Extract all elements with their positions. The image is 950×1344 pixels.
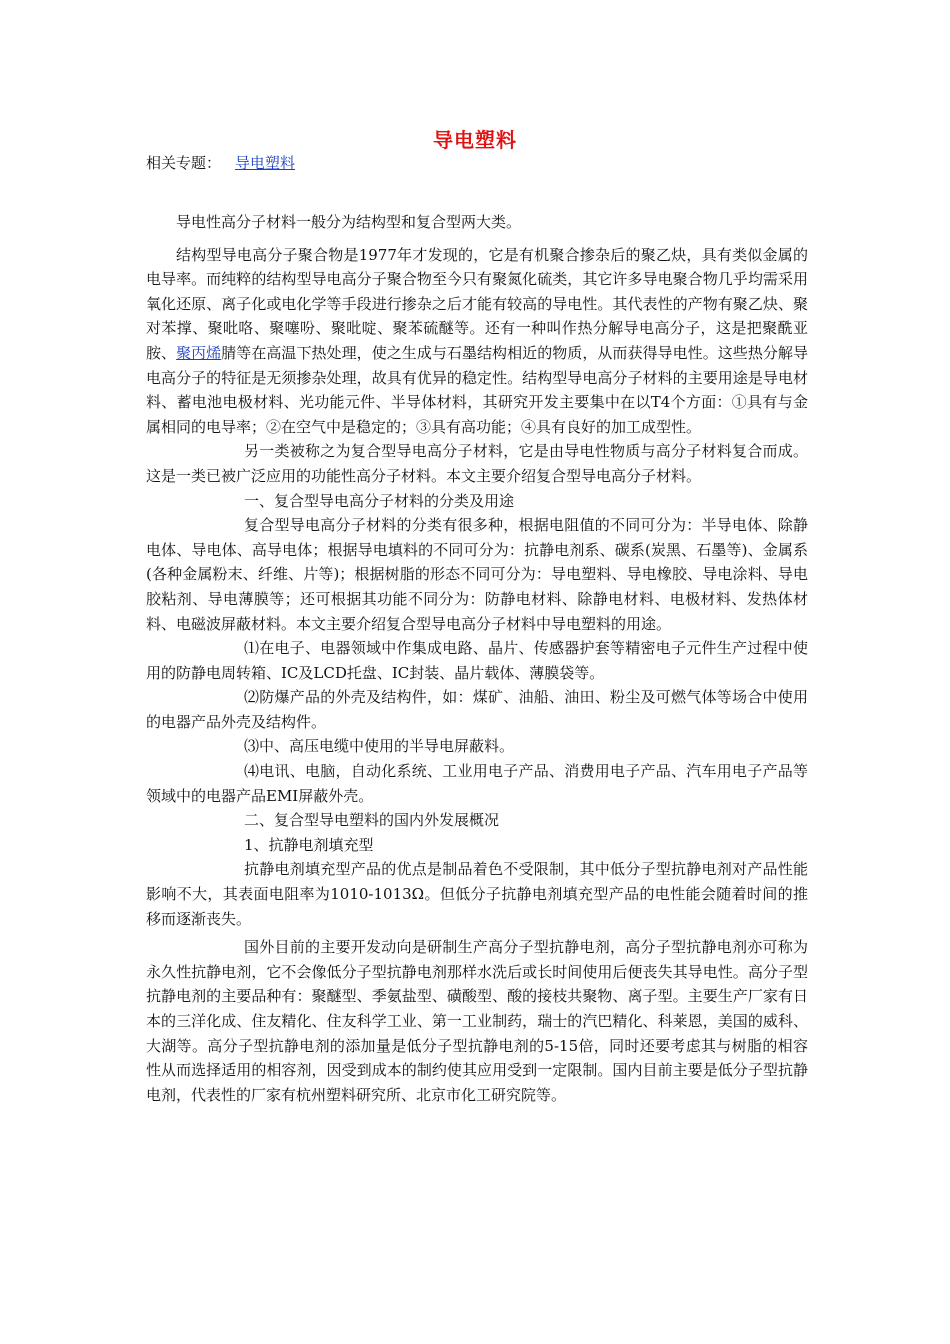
polypropylene-link[interactable]: 聚丙烯 [176,343,222,362]
use-item-3: ⑶中、高压电缆中使用的半导电屏蔽料。 [244,737,515,756]
use-item-2: ⑵防爆产品的外壳及结构件，如：煤矿、油船、油田、粉尘及可燃气体等场合中使用的电器产品外壳及结构件。 [146,688,808,731]
paragraph-structural-part2: 腈等在高温下热处理，使之生成与石墨结构相近的物质，从而获得导电性。这些热分解导电高分子的特征是无须掺杂处理，故具有优异的稳定性。结构型导电高分子材料的主要用途是导电材料、蓄电池电极材料、光功能元件、半导体材料，其研究开发主要集中在以T4个方面：①具有与金属相同的电导率；②在空气中是稳定的；③具有高功能；④具有良好的加工成型性。 [146,343,808,436]
paragraph-structural [146,243,808,440]
use-item-1: ⑴在电子、电器领域中作集成电路、晶片、传感器护套等精密电子元件生产过程中使用的防静电周转箱、IC及LCD托盘、IC封装、晶片载体、薄膜袋等。 [146,639,808,682]
paragraph-overseas: 国外目前的主要开发动向是研制生产高分子型抗静电剂，高分子型抗静电剂亦可称为永久性抗静电剂，它不会像低分子型抗静电剂那样水洗后或长时间使用后便丧失其导电性。高分子型抗静电剂的主要品种有：聚醚型、季氨盐型、磺酸型、酸的接枝共聚物、离子型。主要生产厂家有日本的三洋化成、住友精化、住友科学工业、第一工业制药，瑞士的汽巴精化、科莱恩，美国的威科、大湖等。高分子型抗静电剂的添加量是低分子型抗静电剂的5-15倍，同时还要考虑其与树脂的相容性从而选择适用的相容剂，因受到成本的制约使其应用受到一定限制。国内目前主要是低分子型抗静电剂，代表性的厂家有杭州塑料研究所、北京市化工研究院等。 [146,938,808,1104]
subsection-heading-1: 1、抗静电剂填充型 [244,835,374,854]
section-heading-2: 二、复合型导电塑料的国内外发展概况 [244,811,500,830]
related-topics [146,152,295,173]
document-body [146,210,808,1107]
paragraph-antistatic: 抗静电剂填充型产品的优点是制品着色不受限制，其中低分子型抗静电剂对产品性能影响不大，其表面电阻率为1010-1013Ω。但低分子抗静电剂填充型产品的电性能会随着时间的推移而逐渐丧失。 [146,860,808,928]
paragraph-intro: 导电性高分子材料一般分为结构型和复合型两大类。 [176,213,522,231]
related-label: 相关专题： [146,154,222,172]
document-title: 导电塑料 [433,128,517,152]
related-topic-link[interactable]: 导电塑料 [235,154,296,172]
section-heading-1: 一、复合型导电高分子材料的分类及用途 [244,491,515,510]
paragraph-composite: 另一类被称之为复合型导电高分子材料，它是由导电性物质与高分子材料复合而成。这是一类已被广泛应用的功能性高分子材料。本文主要介绍复合型导电高分子材料。 [146,442,808,485]
paragraph-classification: 复合型导电高分子材料的分类有很多种，根据电阻值的不同可分为：半导电体、除静电体、导电体、高导电体；根据导电填料的不同可分为：抗静电剂系、碳系(炭黑、石墨等)、金属系(各种金属粉末、纤维、片等)；根据树脂的形态不同可分为：导电塑料、导电橡胶、导电涂料、导电胶粘剂、导电薄膜等；还可根据其功能不同分为：防静电材料、除静电材料、电极材料、发热体材料、电磁波屏蔽材料。本文主要介绍复合型导电高分子材料中导电塑料的用途。 [146,516,808,633]
paragraph-structural-part1: 结构型导电高分子聚合物是1977年才发现的，它是有机聚合掺杂后的聚乙炔，具有类似金属的电导率。而纯粹的结构型导电高分子聚合物至今只有聚氮化硫类，其它许多导电聚合物几乎均需采用氧化还原、离子化或电化学等手段进行掺杂之后才能有较高的导电性。其代表性的产物有聚乙炔、聚对苯撑、聚吡咯、聚噻吩、聚吡啶、聚苯硫醚等。还有一种叫作热分解导电高分子，这是把聚酰亚胺、 [146,245,808,362]
use-item-4: ⑷电讯、电脑，自动化系统、工业用电子产品、消费用电子产品、汽车用电子产品等领域中的电器产品EMI屏蔽外壳。 [146,762,808,805]
